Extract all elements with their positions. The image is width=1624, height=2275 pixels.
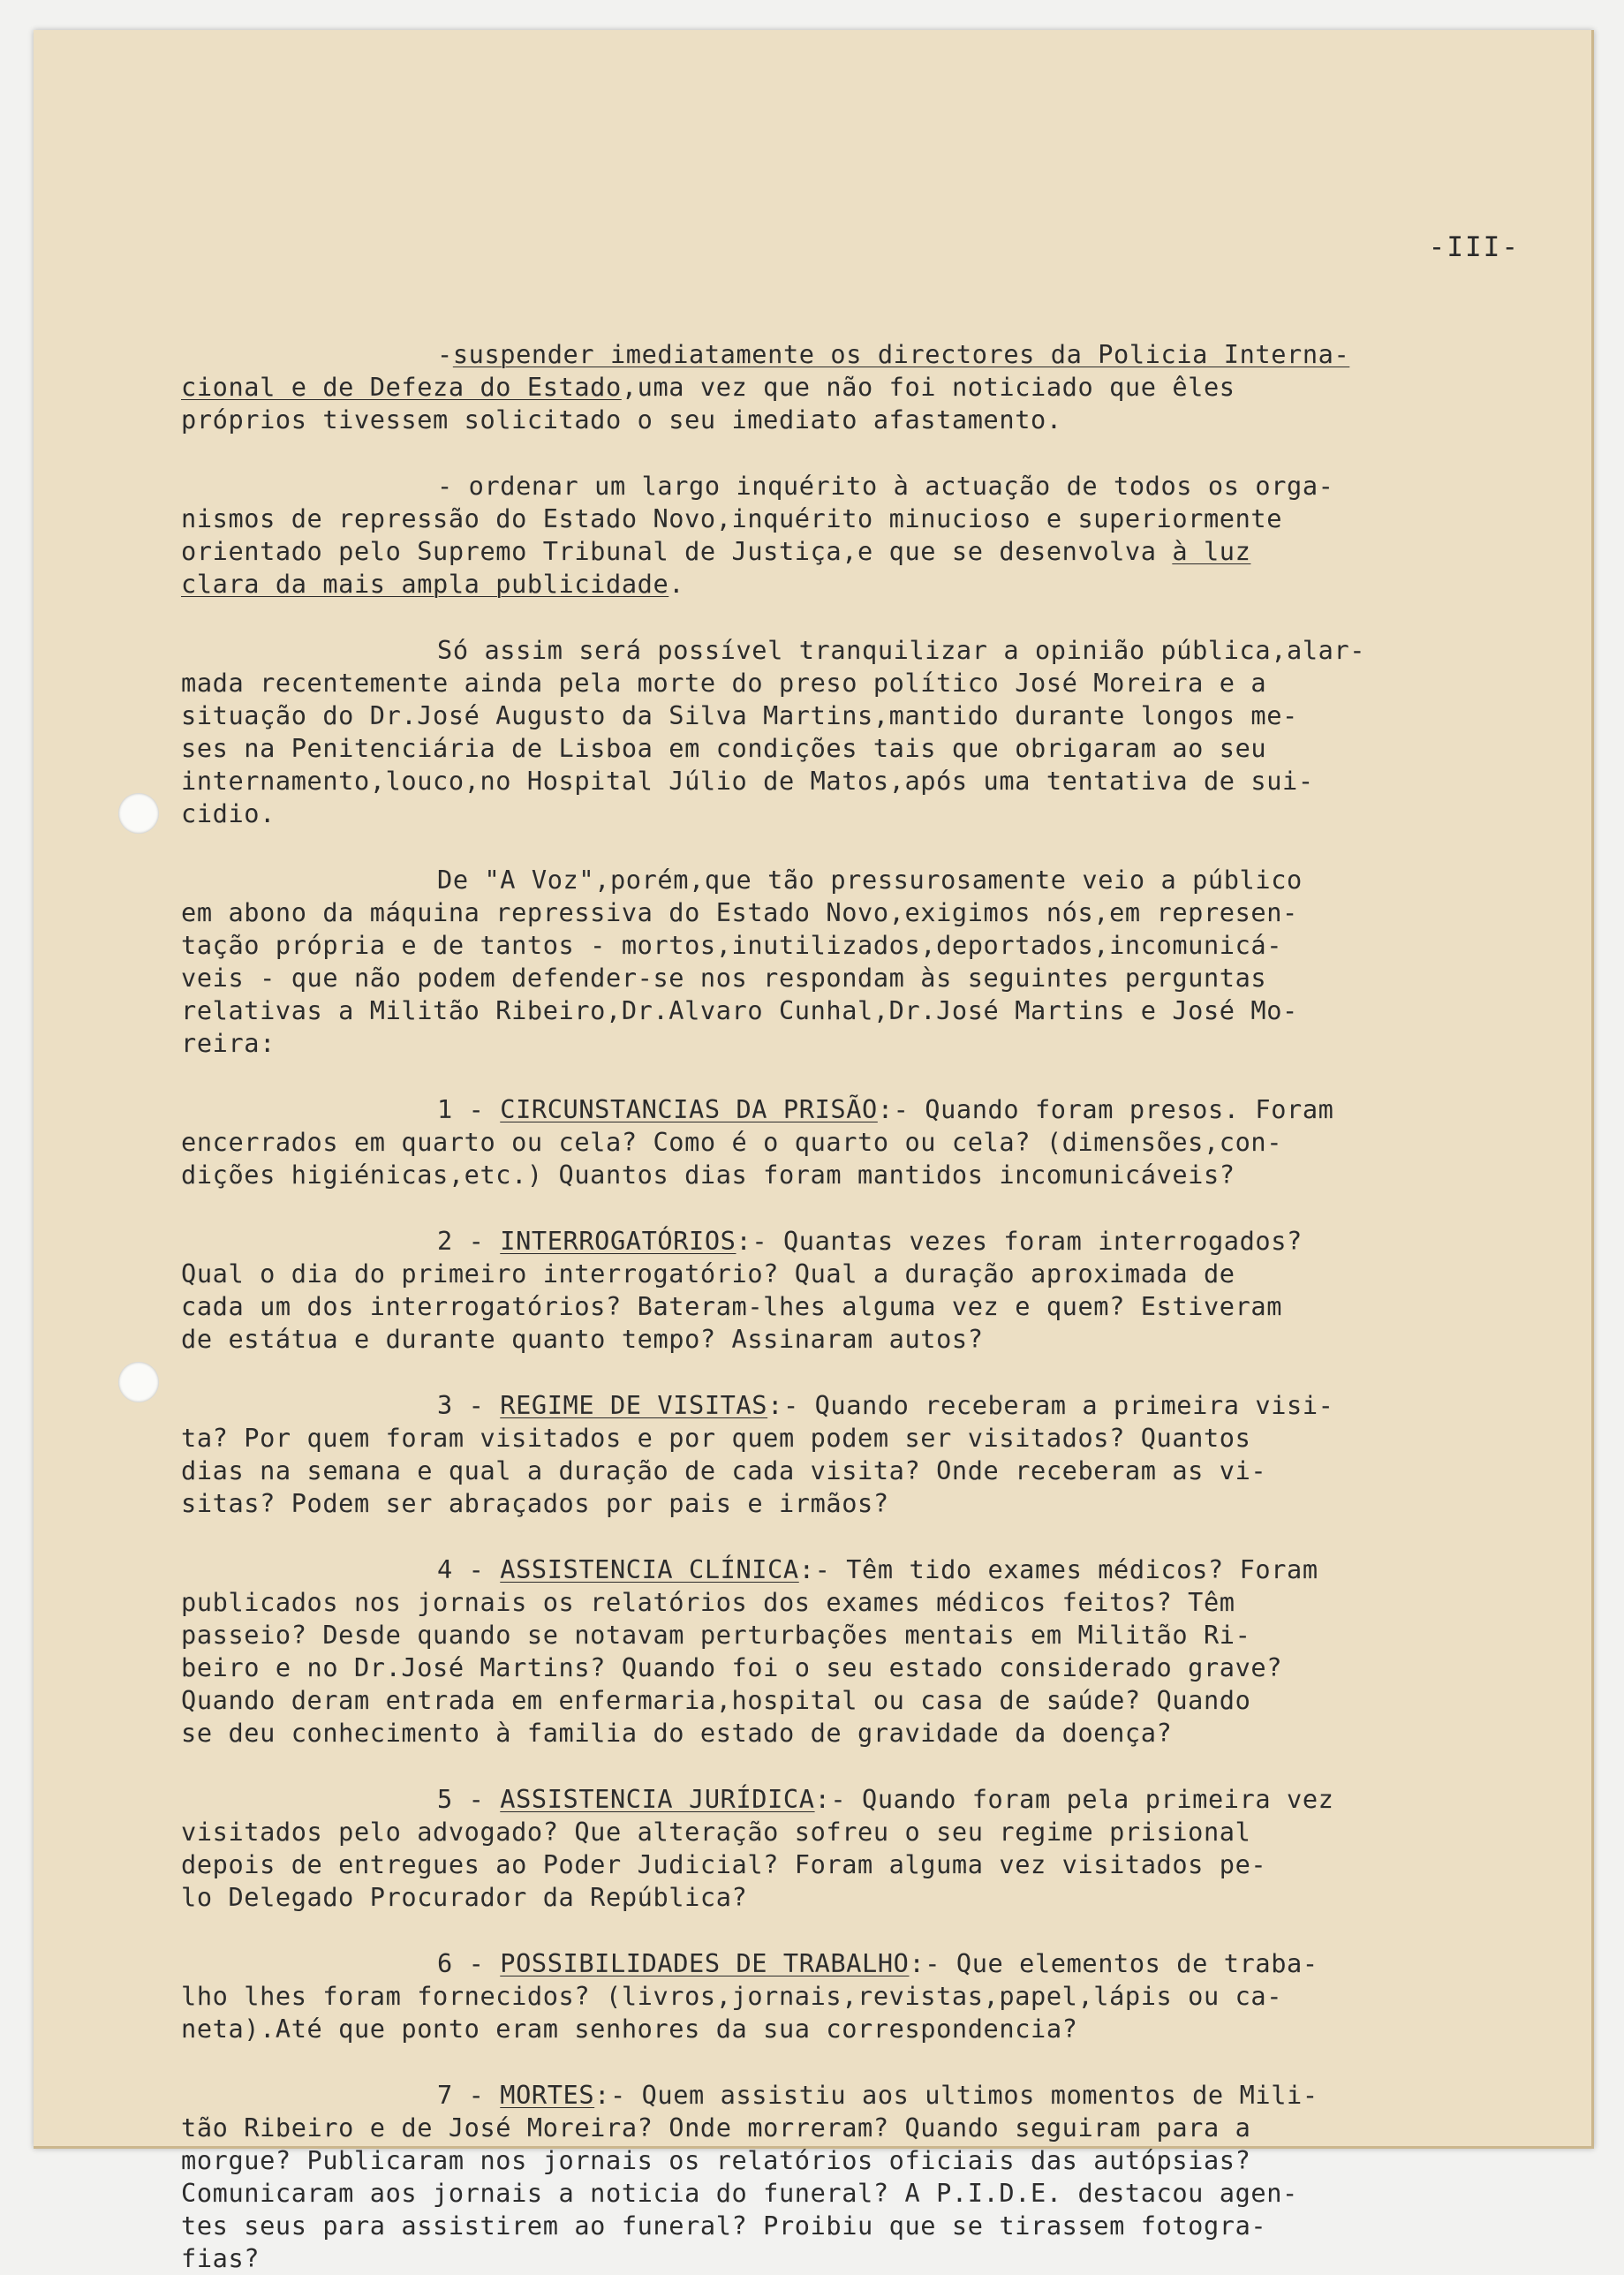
text-line: 2 - INTERROGATÓRIOS:- Quantas vezes foram interrogados? (437, 1226, 1303, 1256)
section-heading: POSSIBILIDADES DE TRABALHO (500, 1948, 910, 1978)
question-section (181, 1553, 1488, 1750)
text-line: neta).Até que ponto eram senhores da sua correspondencia? (181, 2014, 1078, 2044)
document-body (181, 338, 1488, 2275)
text-line: 3 - REGIME DE VISITAS:- Quando receberam a primeira visi- (437, 1390, 1334, 1420)
text-line: Quando deram entrada em enfermaria,hospital ou casa de saúde? Quando (181, 1685, 1251, 1715)
text-line: lho lhes foram fornecidos? (livros,jornais,revistas,papel,lápis ou ca- (181, 1981, 1283, 2011)
text-line: 6 - POSSIBILIDADES DE TRABALHO:- Que elementos de traba- (437, 1948, 1318, 1978)
paragraph (181, 864, 1488, 1060)
text-line: depois de entregues ao Poder Judicial? Foram alguma vez visitados pe- (181, 1849, 1267, 1879)
underlined-text: clara da mais ampla publicidade (181, 569, 669, 599)
section-heading: CIRCUNSTANCIAS DA PRISÃO (500, 1094, 878, 1124)
paragraph (181, 470, 1488, 601)
text-line: Comunicaram aos jornais a noticia do funeral? A P.I.D.E. destacou agen- (181, 2178, 1298, 2208)
question-section (181, 1093, 1488, 1191)
paragraph (181, 338, 1488, 436)
text-line: tão Ribeiro e de José Moreira? Onde morreram? Quando seguiram para a (181, 2112, 1251, 2143)
question-section (181, 1947, 1488, 2045)
section-heading: ASSISTENCIA CLÍNICA (500, 1554, 799, 1584)
section-heading: MORTES (500, 2080, 595, 2110)
text-line: beiro e no Dr.José Martins? Quando foi o seu estado considerado grave? (181, 1652, 1283, 1682)
text-line: clara da mais ampla publicidade. (181, 569, 685, 599)
text-line: cada um dos interrogatórios? Bateram-lhes alguma vez e quem? Estiveram (181, 1291, 1283, 1321)
text-line: se deu conhecimento à familia do estado de gravidade da doença? (181, 1718, 1173, 1748)
text-line: 7 - MORTES:- Quem assistiu aos ultimos momentos de Mili- (437, 2080, 1318, 2110)
text-line: de estátua e durante quanto tempo? Assinaram autos? (181, 1324, 984, 1354)
text-line: visitados pelo advogado? Que alteração sofreu o seu regime prisional (181, 1817, 1251, 1847)
text-line: 1 - CIRCUNSTANCIAS DA PRISÃO:- Quando foram presos. Foram (437, 1094, 1334, 1124)
text-line: reira: (181, 1028, 276, 1058)
section-heading: ASSISTENCIA JURÍDICA (500, 1784, 815, 1814)
question-section (181, 1389, 1488, 1520)
text-line: lo Delegado Procurador da República? (181, 1882, 748, 1912)
text-line: tação própria e de tantos - mortos,inutilizados,deportados,incomunicá- (181, 930, 1283, 960)
text-line: orientado pelo Supremo Tribunal de Justiça,e que se desenvolva à luz (181, 536, 1251, 566)
text-line: tes seus para assistirem ao funeral? Proibiu que se tirassem fotogra- (181, 2211, 1267, 2241)
text-line: dias na semana e qual a duração de cada visita? Onde receberam as vi- (181, 1455, 1267, 1485)
underlined-text: cional e de Defeza do Estado (181, 372, 622, 402)
text-line: -suspender imediatamente os directores da Policia Interna- (437, 339, 1350, 369)
text-line: em abono da máquina repressiva do Estado Novo,exigimos nós,em represen- (181, 897, 1298, 927)
text-line: passeio? Desde quando se notavam perturbações mentais em Militão Ri- (181, 1620, 1251, 1650)
text-line: veis - que não podem defender-se nos respondam às seguintes perguntas (181, 963, 1267, 993)
text-line: situação do Dr.José Augusto da Silva Martins,mantido durante longos me- (181, 700, 1298, 730)
text-line: fias? (181, 2243, 261, 2273)
page-number: -III- (1428, 231, 1520, 263)
question-section (181, 1783, 1488, 1914)
question-section (181, 2079, 1488, 2275)
section-heading: REGIME DE VISITAS (500, 1390, 768, 1420)
text-line: 5 - ASSISTENCIA JURÍDICA:- Quando foram pela primeira vez (437, 1784, 1334, 1814)
text-line: Só assim será possível tranquilizar a opinião pública,alar- (437, 635, 1366, 665)
text-line: De "A Voz",porém,que tão pressurosamente veio a público (437, 865, 1303, 895)
text-line: - ordenar um largo inquérito à actuação de todos os orga- (437, 471, 1334, 501)
text-line: 4 - ASSISTENCIA CLÍNICA:- Têm tido exames médicos? Foram (437, 1554, 1318, 1584)
section-heading: INTERROGATÓRIOS (500, 1226, 736, 1256)
text-line: nismos de repressão do Estado Novo,inquérito minucioso e superiormente (181, 503, 1283, 533)
underlined-text: à luz (1172, 536, 1251, 566)
text-line: Qual o dia do primeiro interrogatório? Qual a duração aproximada de (181, 1258, 1235, 1289)
underlined-text: suspender imediatamente os directores da Policia Interna- (452, 339, 1350, 369)
text-line: mada recentemente ainda pela morte do preso político José Moreira e a (181, 668, 1267, 698)
text-line: próprios tivessem solicitado o seu imediato afastamento. (181, 404, 1062, 435)
text-line: ta? Por quem foram visitados e por quem podem ser visitados? Quantos (181, 1423, 1251, 1453)
question-section (181, 1225, 1488, 1356)
text-line: morgue? Publicaram nos jornais os relatórios oficiais das autópsias? (181, 2145, 1251, 2175)
text-line: sitas? Podem ser abraçados por pais e irmãos? (181, 1488, 889, 1518)
text-line: internamento,louco,no Hospital Júlio de Matos,após uma tentativa de sui- (181, 766, 1314, 796)
text-line: relativas a Militão Ribeiro,Dr.Alvaro Cunhal,Dr.José Martins e José Mo- (181, 995, 1298, 1025)
punch-hole (118, 793, 159, 834)
punch-hole (118, 1362, 159, 1402)
text-line: encerrados em quarto ou cela? Como é o quarto ou cela? (dimensões,con- (181, 1127, 1283, 1157)
text-line: cional e de Defeza do Estado,uma vez que não foi noticiado que êles (181, 372, 1235, 402)
paragraph (181, 634, 1488, 830)
text-line: cidio. (181, 798, 276, 828)
text-line: ses na Penitenciária de Lisboa em condições tais que obrigaram ao seu (181, 733, 1267, 763)
text-line: dições higiénicas,etc.) Quantos dias foram mantidos incomunicáveis? (181, 1160, 1235, 1190)
text-line: publicados nos jornais os relatórios dos exames médicos feitos? Têm (181, 1587, 1235, 1617)
